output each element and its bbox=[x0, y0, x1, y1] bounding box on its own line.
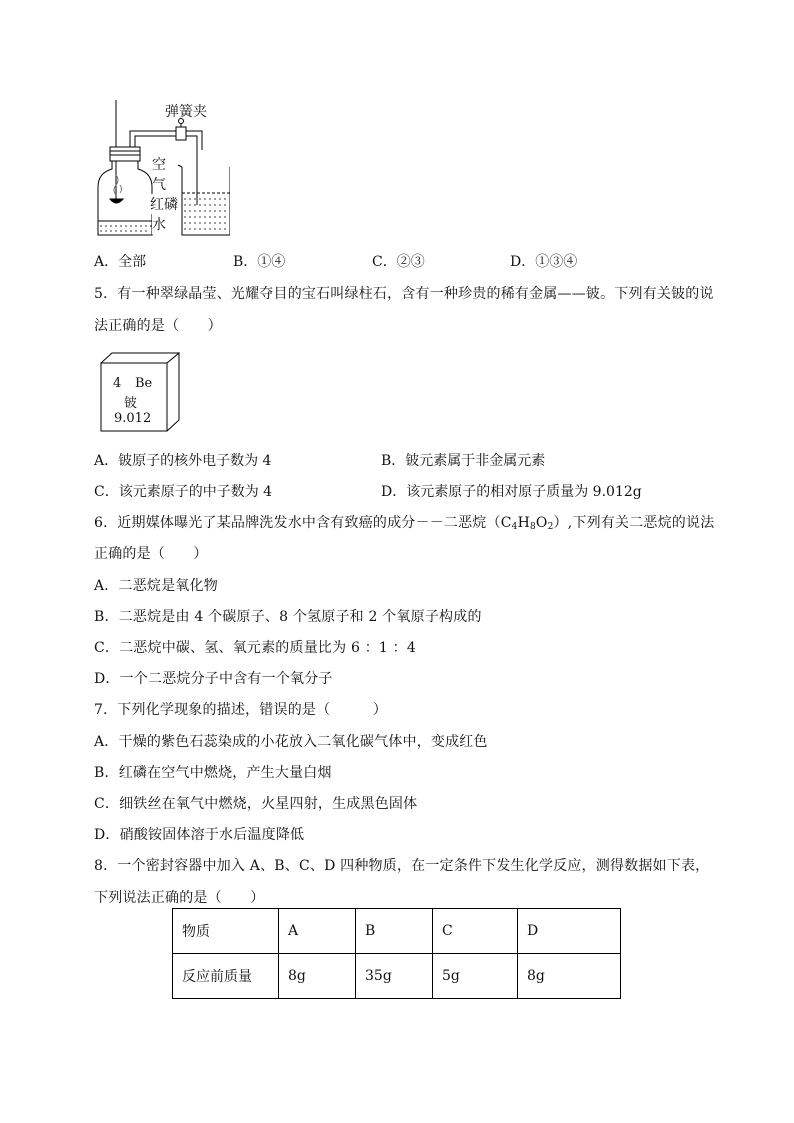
q8-stem-line2: 下列说法正确的是（ ） bbox=[94, 890, 265, 906]
q4-option-c[interactable]: C．②③ bbox=[372, 254, 425, 270]
table-header-row bbox=[173, 909, 621, 954]
q6-formula-sub-c: 4 bbox=[511, 522, 518, 532]
q6-stem-line2: 正确的是（ ） bbox=[94, 546, 208, 562]
q6-stem-text-b: ）,下列有关二恶烷的说法 bbox=[553, 515, 715, 531]
q7-option-a[interactable]: A．干燥的紫色石蕊染成的小花放入二氧化碳气体中，变成红色 bbox=[94, 734, 488, 750]
label-spring-clip: 弹簧夹 bbox=[165, 104, 207, 120]
element-symbol: Be bbox=[135, 376, 153, 391]
q5-option-d[interactable]: D．该元素原子的相对原子质量为 9.012g bbox=[381, 484, 642, 500]
element-atomic-number: 4 bbox=[113, 376, 122, 391]
label-water: 水 bbox=[152, 214, 166, 234]
q6-stem-line1 bbox=[94, 512, 714, 532]
table-row bbox=[173, 954, 621, 999]
q7-option-d[interactable]: D．硝酸铵固体溶于水后温度降低 bbox=[94, 827, 305, 843]
q8-stem-line1: 8．一个密封容器中加入 A、B、C、D 四种物质，在一定条件下发生化学反应，测得数据如下表， bbox=[94, 858, 710, 874]
q4-option-d[interactable]: D．①③④ bbox=[510, 254, 578, 270]
table-cell: 35g bbox=[356, 954, 433, 999]
element-name: 铍 bbox=[124, 396, 138, 411]
q4-option-a[interactable]: A．全部 bbox=[94, 254, 147, 270]
label-air-2: 气 bbox=[152, 177, 166, 193]
q6-formula-sub-o: 2 bbox=[547, 522, 554, 532]
q7-stem: 7．下列化学现象的描述，错误的是（ ） bbox=[94, 702, 388, 718]
q8-data-table bbox=[172, 908, 621, 999]
q6-option-d[interactable]: D．一个二恶烷分子中含有一个氧分子 bbox=[94, 671, 333, 687]
q6-formula-sub-h: 8 bbox=[529, 522, 536, 532]
q7-option-c[interactable]: C．细铁丝在氧气中燃烧，火星四射，生成黑色固体 bbox=[94, 796, 418, 812]
q5-option-a[interactable]: A．铍原子的核外电子数为 4 bbox=[94, 453, 272, 469]
q6-option-c[interactable]: C．二恶烷中碳、氢、氧元素的质量比为 6 ：1 ：4 bbox=[94, 640, 416, 656]
table-header-cell: C bbox=[433, 909, 518, 954]
q6-option-b[interactable]: B．二恶烷是由 4 个碳原子、8 个氢原子和 2 个氧原子构成的 bbox=[94, 609, 482, 625]
element-atomic-mass: 9.012 bbox=[114, 411, 152, 426]
label-air-1: 空 bbox=[152, 157, 166, 173]
label-red-phosphorus: 红磷 bbox=[150, 194, 178, 214]
q5-stem-line2: 法正确的是（ ） bbox=[94, 318, 222, 334]
table-header-cell: A bbox=[279, 909, 356, 954]
q6-formula-h: H bbox=[517, 515, 530, 531]
table-header-cell: D bbox=[518, 909, 621, 954]
q6-formula-o: O bbox=[535, 515, 548, 531]
table-cell: 5g bbox=[433, 954, 518, 999]
table-cell: 8g bbox=[279, 954, 356, 999]
q5-option-c[interactable]: C．该元素原子的中子数为 4 bbox=[94, 484, 273, 500]
q6-option-a[interactable]: A．二恶烷是氧化物 bbox=[94, 578, 218, 594]
table-header-cell: B bbox=[356, 909, 433, 954]
q5-stem-line1: 5．有一种翠绿晶莹、光耀夺目的宝石叫绿柱石，含有一种珍贵的稀有金属——铍。下列有关铍的说 bbox=[94, 286, 714, 302]
q6-stem-text-a: 6．近期媒体曝光了某品牌洗发水中含有致癌的成分－－二恶烷（C bbox=[94, 515, 512, 531]
q7-option-b[interactable]: B．红磷在空气中燃烧，产生大量白烟 bbox=[94, 765, 332, 781]
q4-option-b[interactable]: B．①④ bbox=[233, 254, 286, 270]
table-cell: 反应前质量 bbox=[173, 954, 279, 999]
table-header-cell: 物质 bbox=[173, 909, 279, 954]
q5-option-b[interactable]: B．铍元素属于非金属元素 bbox=[381, 453, 546, 469]
table-cell: 8g bbox=[518, 954, 621, 999]
